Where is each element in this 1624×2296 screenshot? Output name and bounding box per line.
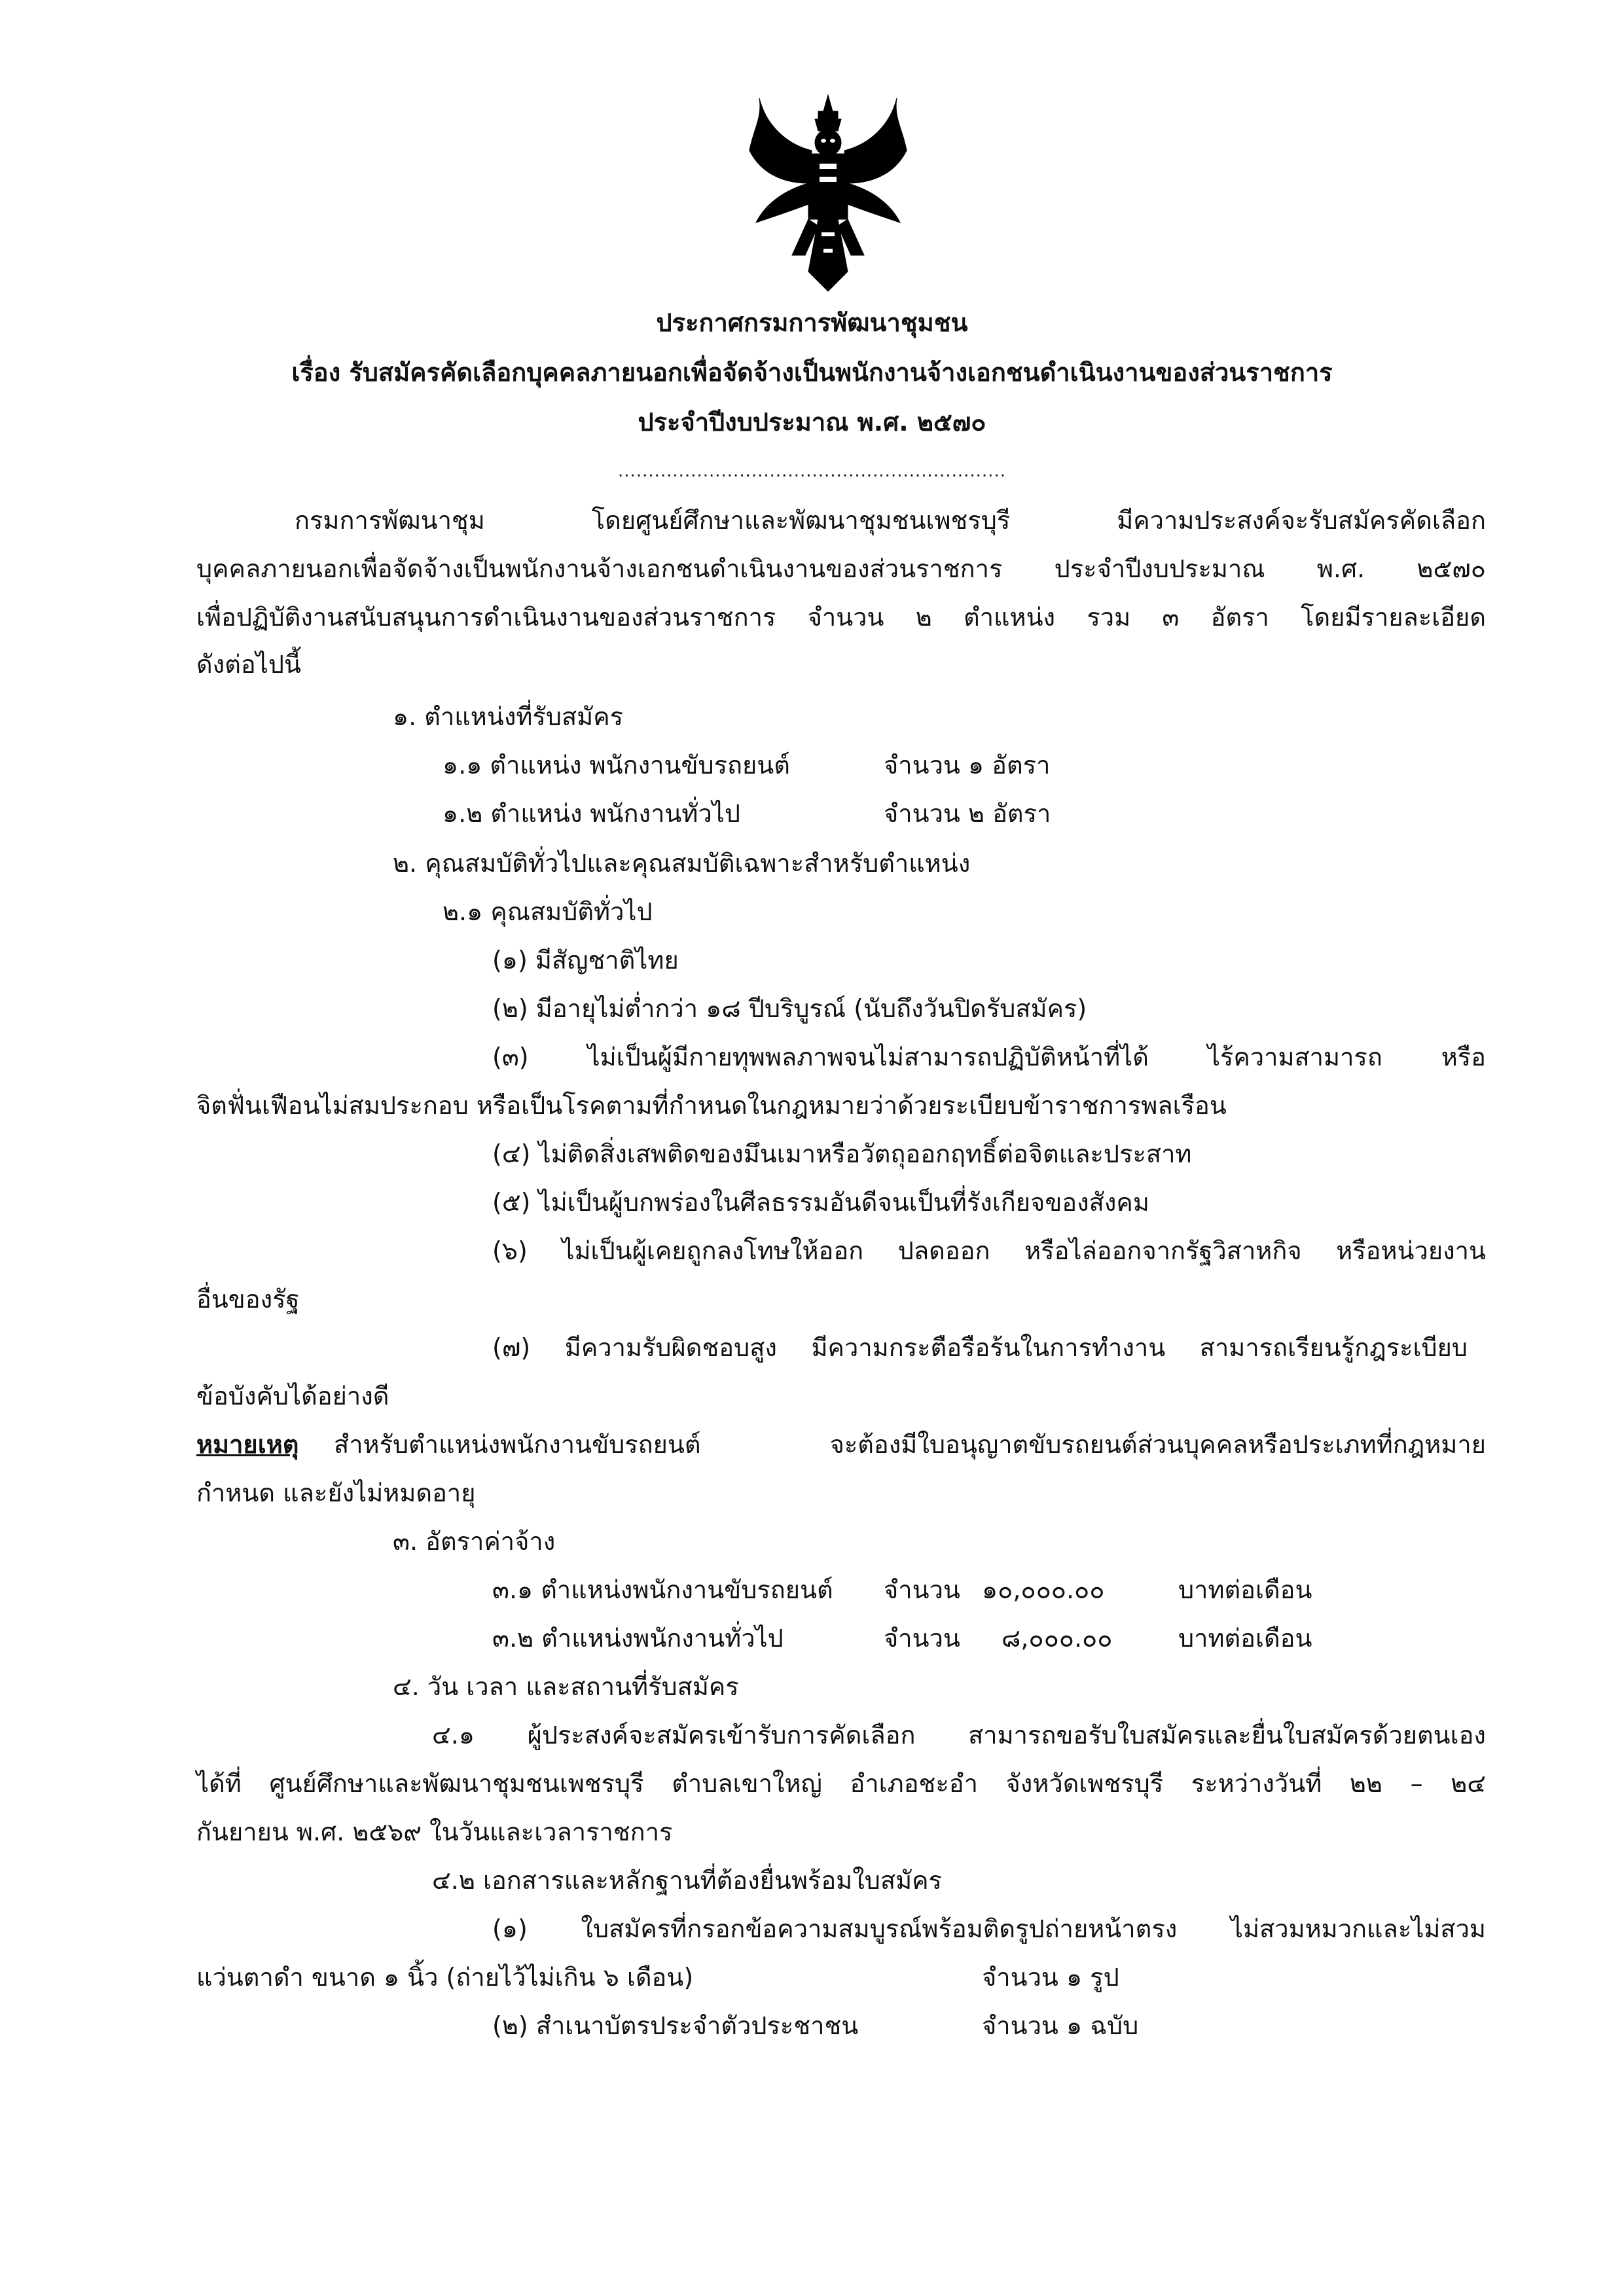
- section4-1-line-2: ได้ที่ ศูนย์ศึกษาและพัฒนาชุมชนเพชรบุรี ตำบลเขาใหญ่ อำเภอชะอำ จังหวัดเพชรบุรี ระหว่างวันที่ ๒๒ – ๒๔: [196, 1769, 1486, 1798]
- rate-2-label: ๓.๒ ตำแหน่งพนักงานทั่วไป: [492, 1624, 784, 1653]
- intro-line-2: บุคคลภายนอกเพื่อจัดจ้างเป็นพนักงานจ้างเอกชนดำเนินงานของส่วนราชการ ประจำปีงบประมาณ พ.ศ. ๒๕๗๐: [196, 554, 1486, 583]
- note-text-2: กำหนด และยังไม่หมดอายุ: [196, 1479, 476, 1507]
- rate-2-unit: บาทต่อเดือน: [1178, 1624, 1312, 1653]
- divider: ................................................................: [618, 461, 1006, 481]
- rate-1-label: ๓.๑ ตำแหน่งพนักงานขับรถยนต์: [492, 1575, 833, 1604]
- position-2-count: จำนวน ๒ อัตรา: [884, 799, 1051, 828]
- section4-heading: ๔. วัน เวลา และสถานที่รับสมัคร: [393, 1672, 739, 1701]
- note-label: หมายเหตุ: [196, 1430, 299, 1459]
- rate-1-amount: ๑๐,๐๐๐.๐๐: [982, 1575, 1105, 1604]
- position-1-count: จำนวน ๑ อัตรา: [884, 751, 1051, 780]
- rate-2-count: จำนวน: [884, 1624, 960, 1653]
- section2-heading: ๒. คุณสมบัติทั่วไปและคุณสมบัติเฉพาะสำหรับตำแหน่ง: [393, 849, 971, 878]
- qualification-3b: จิตฟั่นเฟือนไม่สมประกอบ หรือเป็นโรคตามที่กำหนดในกฎหมายว่าด้วยระเบียบข้าราชการพลเรือน: [196, 1091, 1227, 1120]
- position-1-label: ๑.๑ ตำแหน่ง พนักงานขับรถยนต์: [442, 751, 790, 780]
- qualification-6b: อื่นของรัฐ: [196, 1285, 300, 1314]
- section4-2-heading: ๔.๒ เอกสารและหลักฐานที่ต้องยื่นพร้อมใบสมัคร: [432, 1866, 942, 1895]
- rate-2-amount: ๘,๐๐๐.๐๐: [1001, 1624, 1113, 1653]
- intro-line-3: เพื่อปฏิบัติงานสนับสนุนการดำเนินงานของส่วนราชการ จำนวน ๒ ตำแหน่ง รวม ๓ อัตรา โดยมีรายละเอียด: [196, 603, 1486, 632]
- qualification-4: (๔) ไม่ติดสิ่งเสพติดของมึนเมาหรือวัตถุออกฤทธิ์ต่อจิตและประสาท: [492, 1139, 1192, 1168]
- document-1-line-1: (๑) ใบสมัครที่กรอกข้อความสมบูรณ์พร้อมติดรูปถ่ายหน้าตรง ไม่สวมหมวกและไม่สวม: [492, 1914, 1486, 1943]
- page-title: ประกาศกรมการพัฒนาชุมชน: [656, 308, 968, 337]
- section3-heading: ๓. อัตราค่าจ้าง: [393, 1527, 556, 1556]
- qualification-2: (๒) มีอายุไม่ต่ำกว่า ๑๘ ปีบริบูรณ์ (นับถึงวันปิดรับสมัคร): [492, 994, 1087, 1023]
- qualification-3a: (๓) ไม่เป็นผู้มีกายทุพพลภาพจนไม่สามารถปฏิบัติหน้าที่ได้ ไร้ความสามารถ หรือ: [492, 1043, 1486, 1071]
- rate-1-unit: บาทต่อเดือน: [1178, 1575, 1312, 1604]
- document-1-line-2: แว่นตาดำ ขนาด ๑ นิ้ว (ถ่ายไว้ไม่เกิน ๖ เดือน): [196, 1963, 694, 1992]
- garuda-emblem-icon: [746, 92, 910, 295]
- section4-1-line-1: ๔.๑ ผู้ประสงค์จะสมัครเข้ารับการคัดเลือก สามารถขอรับใบสมัครและยื่นใบสมัครด้วยตนเอง: [432, 1721, 1486, 1749]
- rate-1-count: จำนวน: [884, 1575, 960, 1604]
- section1-heading: ๑. ตำแหน่งที่รับสมัคร: [393, 702, 624, 731]
- qualification-1: (๑) มีสัญชาติไทย: [492, 946, 679, 975]
- section4-1-line-3: กันยายน พ.ศ. ๒๕๖๙ ในวันและเวลาราชการ: [196, 1818, 673, 1846]
- qualification-7b: ข้อบังคับได้อย่างดี: [196, 1382, 389, 1410]
- intro-line-4: ดังต่อไปนี้: [196, 650, 301, 679]
- qualification-6a: (๖) ไม่เป็นผู้เคยถูกลงโทษให้ออก ปลดออก หรือไล่ออกจากรัฐวิสาหกิจ หรือหน่วยงาน: [492, 1236, 1486, 1265]
- qualification-7a: (๗) มีความรับผิดชอบสูง มีความกระตือรือร้นในการทำงาน สามารถเรียนรู้กฎระเบียบ: [492, 1333, 1468, 1362]
- position-2-label: ๑.๒ ตำแหน่ง พนักงานทั่วไป: [442, 799, 741, 828]
- subject-line: เรื่อง รับสมัครคัดเลือกบุคคลภายนอกเพื่อจัดจ้างเป็นพนักงานจ้างเอกชนดำเนินงานของส่วนราชการ: [291, 358, 1333, 387]
- document-2: (๒) สำเนาบัตรประจำตัวประชาชน: [492, 2011, 859, 2040]
- note-text-1: สำหรับตำแหน่งพนักงานขับรถยนต์ จะต้องมีใบอนุญาตขับรถยนต์ส่วนบุคคลหรือประเภทที่กฎหมาย: [334, 1430, 1486, 1459]
- intro-line-1: กรมการพัฒนาชุม โดยศูนย์ศึกษาและพัฒนาชุมชนเพชรบุรี มีความประสงค์จะรับสมัครคัดเลือก: [295, 506, 1486, 535]
- fiscal-year-line: ประจำปีงบประมาณ พ.ศ. ๒๕๗๐: [638, 408, 986, 437]
- section2-sub: ๒.๑ คุณสมบัติทั่วไป: [442, 897, 653, 926]
- document-2-count: จำนวน ๑ ฉบับ: [982, 2011, 1139, 2040]
- qualification-5: (๕) ไม่เป็นผู้บกพร่องในศีลธรรมอันดีจนเป็นที่รังเกียจของสังคม: [492, 1188, 1149, 1217]
- document-1-count: จำนวน ๑ รูป: [982, 1963, 1119, 1992]
